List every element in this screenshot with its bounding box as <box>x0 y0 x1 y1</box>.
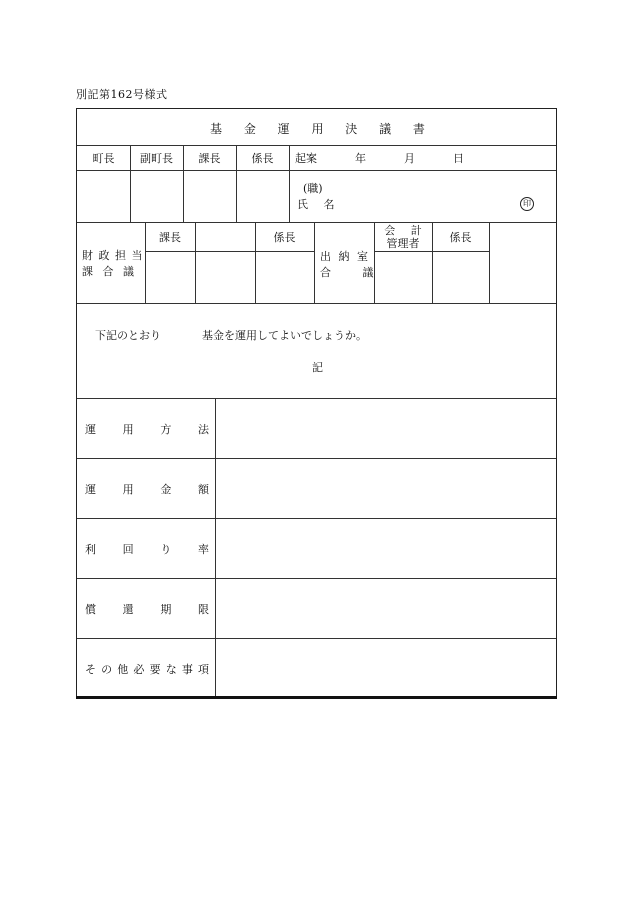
drafter-position-label: (職) <box>303 182 323 195</box>
rule-item-3-bottom <box>77 578 556 579</box>
drafter-name-label: 氏 名 <box>297 198 341 211</box>
drafted-month-label: 月 <box>404 152 415 165</box>
rule-approval-stamp-bottom <box>77 222 556 223</box>
item-yield-rate-label: 利 回 り 率 <box>85 543 209 556</box>
fund-operation-resolution-form <box>76 108 557 697</box>
rule-consultation-bottom <box>77 303 556 304</box>
seal-mark-icon: 印 <box>520 197 534 211</box>
rule-v-finance-3 <box>314 222 315 303</box>
treasury-label-line1: 出 納 室 <box>320 250 370 263</box>
form-title: 基 金 運 用 決 議 書 <box>210 122 434 136</box>
rule-finance-header-bottom <box>145 251 314 252</box>
accounting-manager-label-line2: 管理者 <box>386 237 420 250</box>
drafted-day-label: 日 <box>453 152 464 165</box>
item-redemption-period-label: 償 還 期 限 <box>85 603 209 616</box>
item-operation-amount-label: 運 用 金 額 <box>85 483 209 496</box>
rule-item-4-bottom <box>77 638 556 639</box>
rule-item-2-bottom <box>77 518 556 519</box>
rule-item-1-bottom <box>77 458 556 459</box>
approval-section-chief-label: 課長 <box>198 152 221 165</box>
item-operation-method-label: 運 用 方 法 <box>85 423 209 436</box>
finance-label-line1: 財 政 担 当 <box>82 249 144 262</box>
finance-section-chief-label: 課長 <box>159 231 181 244</box>
rule-v-finance-1 <box>195 222 196 303</box>
rule-body-bottom <box>77 398 556 399</box>
treasury-label-line2: 合 議 <box>320 266 388 279</box>
form-number-label: 別記第162号様式 <box>76 88 168 101</box>
drafted-label: 起案 <box>295 152 317 165</box>
approval-mayor-label: 町長 <box>92 152 115 165</box>
approval-subsection-chief-label: 係長 <box>251 152 274 165</box>
finance-subsection-chief-label: 係長 <box>273 231 296 244</box>
form-bottom-rule <box>76 696 557 699</box>
finance-label-line2: 課 合 議 <box>82 265 137 278</box>
rule-title-bottom <box>77 145 556 146</box>
rule-v-items <box>215 398 216 697</box>
rule-v-subsection <box>289 145 290 222</box>
accounting-manager-label-line1: 会 計 <box>384 224 428 237</box>
drafted-year-label: 年 <box>355 152 366 165</box>
body-lead-text: 下記のとおり <box>95 329 161 342</box>
item-other-matters-label: そ の 他 必 要 な 事 項 <box>85 663 209 676</box>
rule-approval-header-bottom <box>77 170 556 171</box>
approval-deputy-mayor-label: 副町長 <box>140 152 173 165</box>
treasury-subsection-chief-label: 係長 <box>449 231 472 244</box>
rule-v-treasury-2 <box>489 222 490 303</box>
body-ki-text: 記 <box>312 361 323 374</box>
body-statement-text: 基金を運用してよいでしょうか。 <box>202 329 367 342</box>
